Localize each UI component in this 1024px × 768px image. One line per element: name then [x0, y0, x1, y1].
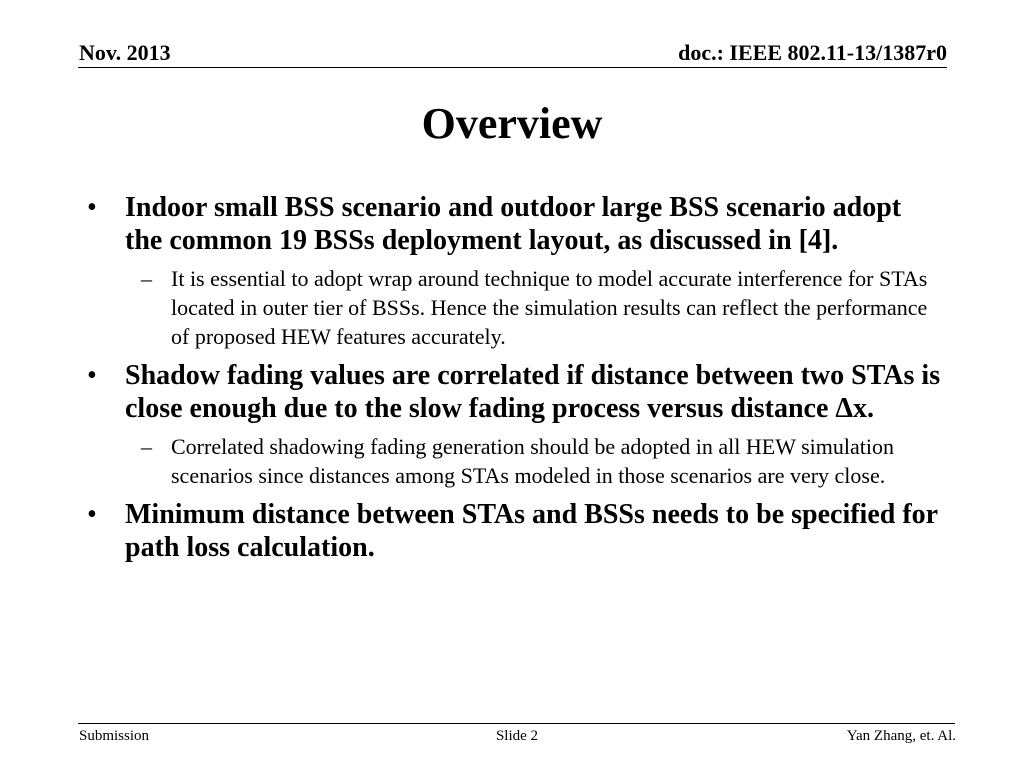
sub-bullet-marker: –	[141, 266, 152, 291]
bullet-1	[87, 191, 945, 257]
footer-submission: Submission	[79, 728, 150, 744]
slide-number: Slide 2	[495, 728, 539, 744]
header-doc-id: doc.: IEEE 802.11-13/1387r0	[678, 40, 947, 65]
sub-bullet-marker: –	[141, 434, 152, 459]
bullet-1-sub-1	[141, 264, 951, 351]
bullet-marker: •	[87, 360, 97, 391]
header-divider	[78, 67, 947, 68]
bullet-2-text: Shadow fading values are correlated if distance between two STAs is close enough due to the slow fading process versus distance Δx.	[125, 360, 941, 424]
bullet-marker: •	[87, 192, 97, 223]
bullet-2	[87, 359, 945, 425]
bullet-marker: •	[87, 499, 97, 530]
bullet-1-text: Indoor small BSS scenario and outdoor large BSS scenario adopt the common 19 BSSs deployment layout, as discussed in [4].	[125, 192, 902, 256]
slide-title: Overview	[421, 99, 603, 148]
bullet-3	[87, 498, 945, 564]
bullet-1-sub-1-text: It is essential to adopt wrap around technique to model accurate interference for STAs located in outer tier of BSSs. Hence the simulation results can reflect the performance of proposed HEW features accurately.	[171, 266, 928, 349]
header-date: Nov. 2013	[79, 40, 171, 65]
bullet-2-sub-1	[141, 432, 951, 490]
bullet-2-sub-1-text: Correlated shadowing fading generation should be adopted in all HEW simulation scenarios since distances among STAs modeled in those scenarios are very close.	[171, 434, 894, 488]
footer-divider	[78, 723, 955, 724]
slide-body	[0, 191, 1024, 571]
bullet-3-text: Minimum distance between STAs and BSSs needs to be specified for path loss calculation.	[125, 499, 938, 563]
footer-author: Yan Zhang, et. Al.	[846, 728, 956, 744]
